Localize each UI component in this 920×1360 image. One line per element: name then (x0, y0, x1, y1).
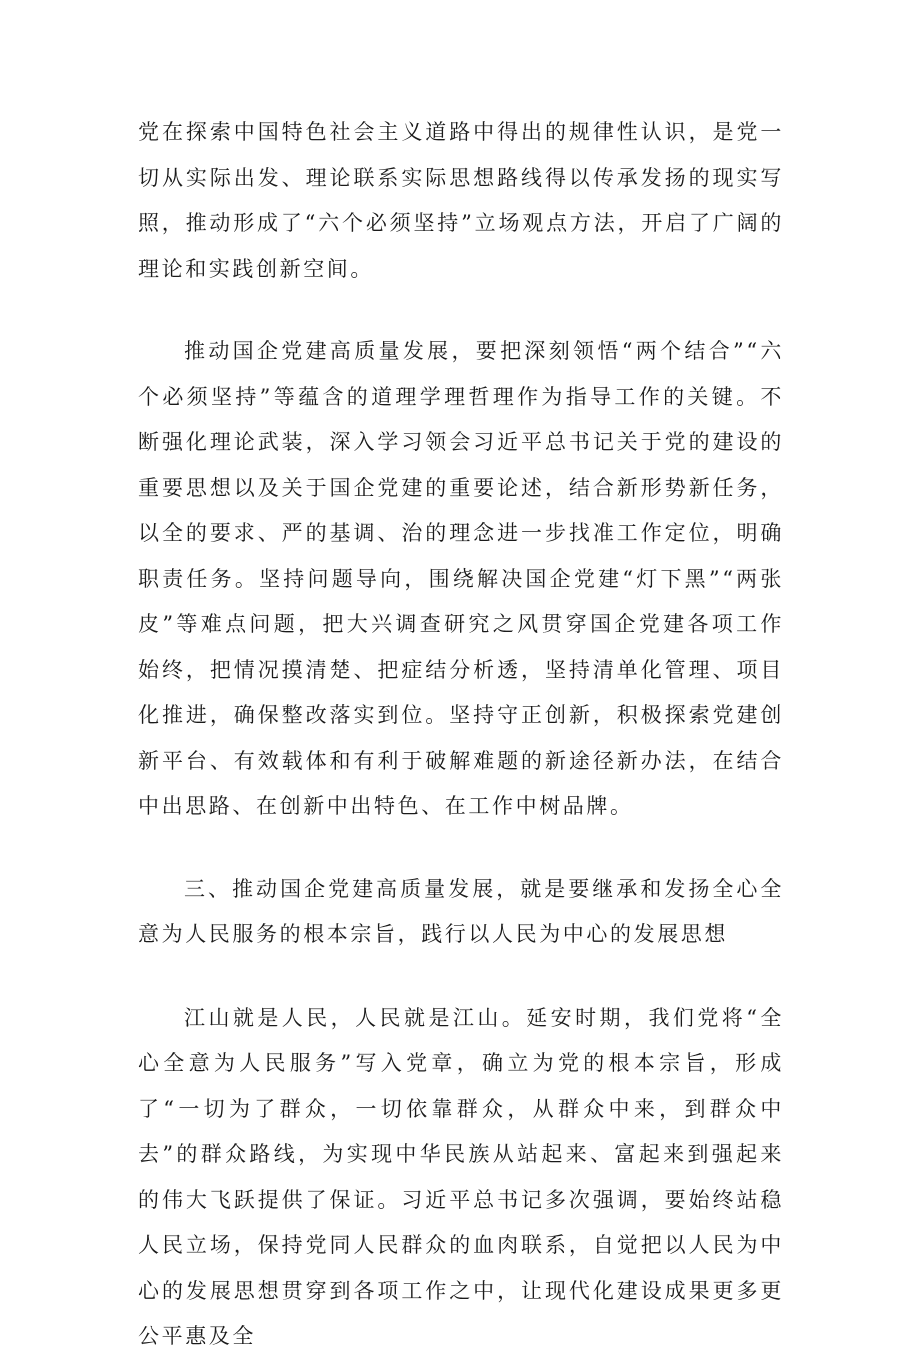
document-body (138, 110, 784, 1360)
paragraph-spacer (138, 830, 784, 867)
section-heading: 三、推动国企党建高质量发展，就是要继承和发扬全心全意为人民服务的根本宗旨，践行以人民为中心的发展思想 (138, 876, 784, 946)
paragraph-spacer (138, 292, 784, 329)
paragraph-continuation: 党在探索中国特色社会主义道路中得出的规律性认识，是党一切从实际出发、理论联系实际思想路线得以传承发扬的现实写照，推动形成了“六个必须坚持”立场观点方法，开启了广阔的理论和实践创新空间。 (138, 120, 784, 281)
paragraph-body: 推动国企党建高质量发展，要把深刻领悟“两个结合”“六个必须坚持”等蕴含的道理学理哲理作为指导工作的关键。不断强化理论武装，深入学习领会习近平总书记关于党的建设的重要思想以及关于国企党建的重要论述，结合新形势新任务，以全的要求、严的基调、治的理念进一步找准工作定位，明确职责任务。坚持问题导向，围绕解决国企党建“灯下黑”“两张皮”等难点问题，把大兴调查研究之风贯穿国企党建各项工作始终，把情况摸清楚、把症结分析透，坚持清单化管理、项目化推进，确保整改落实到位。坚持守正创新，积极探索党建创新平台、有效载体和有利于破解难题的新途径新办法，在结合中出思路、在创新中出特色、在工作中树品牌。 (138, 339, 784, 818)
paragraph-spacer (138, 958, 784, 996)
paragraph-body: 江山就是人民，人民就是江山。延安时期，我们党将“全心全意为人民服务”写入党章，确立为党的根本宗旨，形成了“一切为了群众，一切依靠群众，从群众中来，到群众中去”的群众路线，为实现中华民族从站起来、富起来到强起来的伟大飞跃提供了保证。习近平总书记多次强调，要始终站稳人民立场，保持党同人民群众的血肉联系，自觉把以人民为中心的发展思想贯穿到各项工作之中，让现代化建设成果更多更公平惠及全 (138, 1005, 784, 1348)
